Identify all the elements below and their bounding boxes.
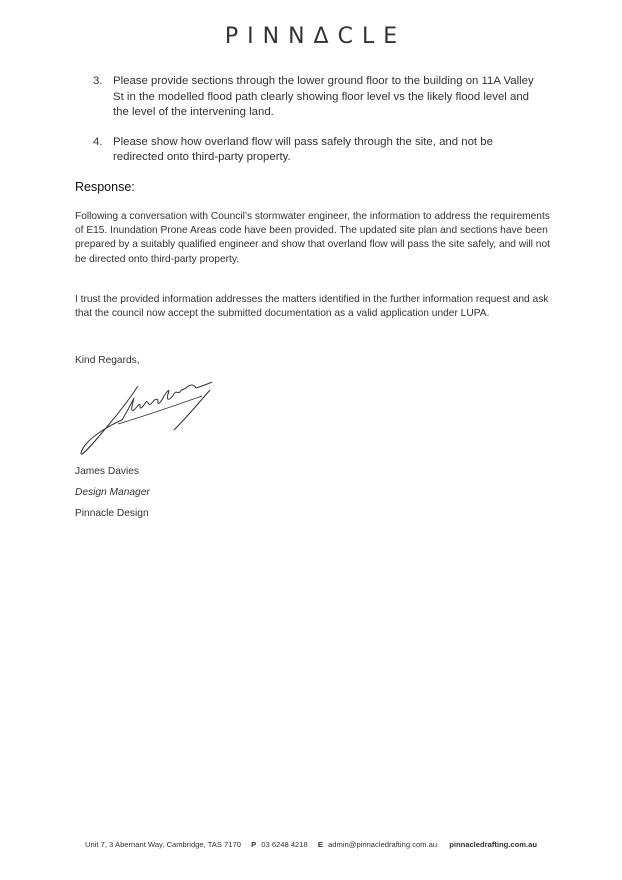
list-item-text: Please provide sections through the lower ground floor to the building on 11A Valley St in the modelled flood path clearly showing floor level vs the likely flood level and the level of the intervening land. bbox=[113, 75, 534, 118]
list-item bbox=[75, 135, 545, 166]
closing-salutation: Kind Regards, bbox=[75, 355, 140, 366]
response-heading: Response: bbox=[75, 180, 135, 194]
list-item-number: 4. bbox=[93, 135, 103, 148]
list-item bbox=[75, 74, 545, 121]
footer-website-link[interactable]: pinnacledrafting.com.au bbox=[449, 840, 537, 849]
response-paragraph-1: Following a conversation with Council’s stormwater engineer, the information to address the requirements of E15. Inundation Prone Areas code have been provided. The updated site plan and sections have been prepared by a suitably qualified engineer and show that overland flow will pass the site safely, and will not be directed onto third-party property. bbox=[75, 211, 550, 265]
signatory-title: Design Manager bbox=[75, 487, 150, 498]
list-item-text: Please show how overland flow will pass safely through the site, and not be redirected onto third-party property. bbox=[113, 135, 493, 163]
page-footer bbox=[0, 840, 622, 849]
requirements-list bbox=[75, 74, 545, 180]
company-logo: PINNΔCLE bbox=[224, 24, 407, 49]
footer-address: Unit 7, 3 Abernant Way, Cambridge, TAS 7170 bbox=[85, 840, 241, 849]
handwritten-signature bbox=[78, 380, 218, 460]
footer-phone-label: P bbox=[251, 840, 257, 849]
footer-email-label: E bbox=[317, 840, 323, 849]
footer-phone: 03 6248 4218 bbox=[261, 840, 308, 849]
footer-email-link[interactable]: admin@pinnacledrafting.com.au bbox=[328, 840, 438, 849]
list-item-number: 3. bbox=[93, 75, 103, 87]
response-paragraph-2: I trust the provided information addresses the matters identified in the further information request and ask that the council now accept the submitted documentation as a valid application under LUPA. bbox=[75, 294, 549, 320]
signatory-company: Pinnacle Design bbox=[75, 508, 149, 519]
signatory-name: James Davies bbox=[75, 466, 139, 477]
